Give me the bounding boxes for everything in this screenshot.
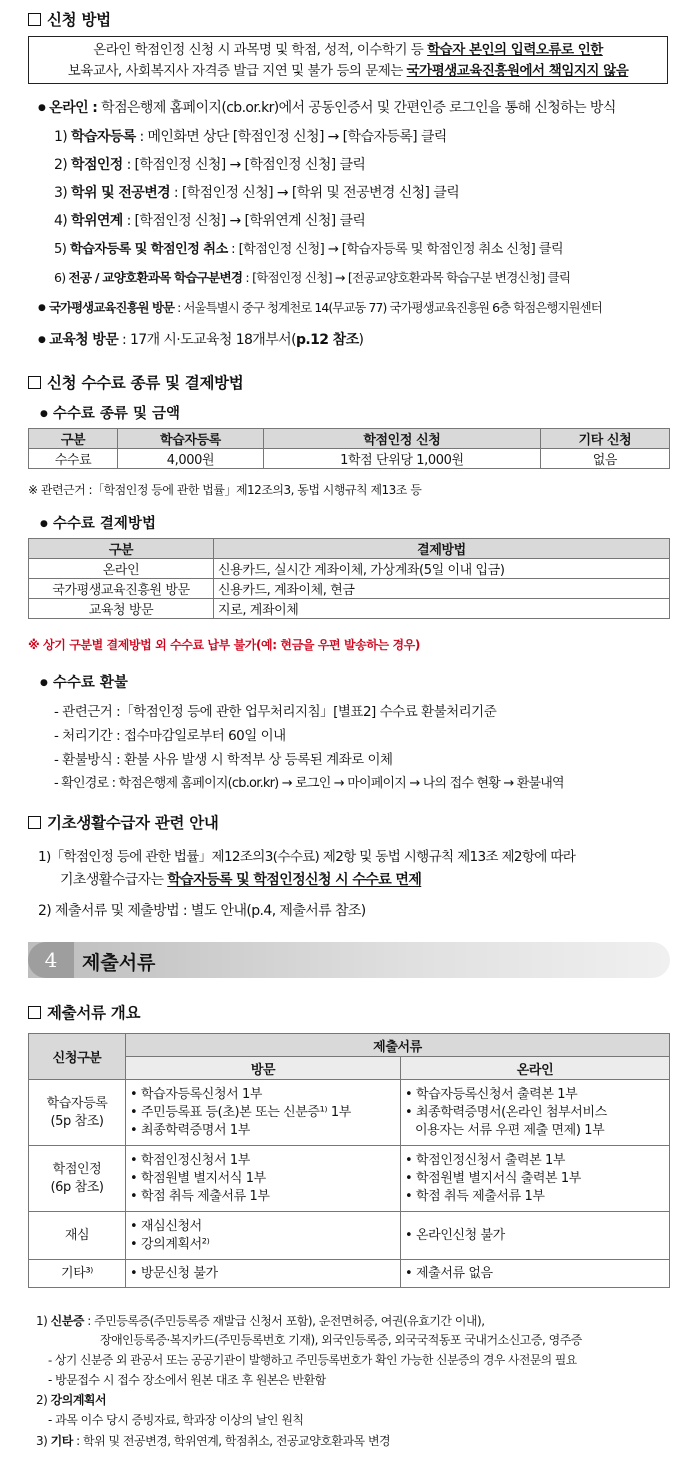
step-6: 6) 전공 / 교양호환과목 학습구분변경 : [학점인정 신청] → [전공교양호환과목 학습구분 변경신청] 클릭 [54,270,571,285]
col-header: 제출서류 [126,1034,670,1057]
step-3: 3) 학위 및 전공변경 : [학점인정 신청] → [학위 및 전공변경 신청] 클릭 [54,185,460,201]
basic-item-1-line2: 기초생활수급자는 학습자등록 및 학점인정신청 시 수수료 면제 [60,872,422,888]
fee-types-title: ● 수수료 종류 및 금액 [40,402,180,423]
col-header: 기타 신청 [540,429,669,449]
online-method: ● 온라인 : 학점은행제 홈페이지(cb.or.kr)에서 공동인증서 및 간편인증 로그인을 통해 신청하는 방식 [38,97,616,117]
refund-item: - 관련근거 :「학점인정 등에 관한 업무처리지침」[별표2] 수수료 환불처리기준 [54,704,497,720]
table-row: 온라인 신용카드, 실시간 계좌이체, 가상계좌(5일 이내 입금) [29,559,670,579]
table-row: 교육청 방문 지로, 계좌이체 [29,599,670,619]
col-header: 온라인 [401,1057,670,1080]
note-2-sub: - 과목 이수 당시 증빙자료, 학과장 이상의 날인 원칙 [48,1413,304,1427]
step-4: 4) 학위연계 : [학점인정 신청] → [학위연계 신청] 클릭 [54,213,366,229]
fee-heading: 신청 수수료 종류 및 결제방법 [28,371,243,393]
checkbox-square-icon [28,816,41,829]
basic-item-1-line1: 1)「학점인정 등에 관한 법률」제12조의3(수수료) 제2항 및 동법 시행규칙 제13조 제2항에 따라 [38,849,576,865]
docs-table [28,1033,670,1288]
table-row: 기타³⁾ • 방문신청 불가 • 제출서류 없음 [29,1260,670,1288]
col-header: 학습자등록 [118,429,264,449]
col-header: 학점인정 신청 [263,429,540,449]
step-2: 2) 학점인정 : [학점인정 신청] → [학점인정 신청] 클릭 [54,157,366,173]
fee-pay-table [28,538,670,619]
note-1: 1) 신분증 : 주민등록증(주민등록증 재발급 신청서 포함), 운전면허증, 여권(유효기간 이내), [36,1314,485,1328]
col-header: 구분 [29,429,118,449]
note-1-sub2: - 방문접수 시 접수 장소에서 원본 대조 후 원본은 반환함 [48,1373,326,1387]
refund-title: ● 수수료 환불 [40,671,128,692]
section-number: 4 [28,942,74,978]
note-3: 3) 기타 : 학위 및 전공변경, 학위연계, 학점취소, 전공교양호환과목 변경 [36,1434,391,1448]
table-row: 수수료 4,000원 1학점 단위당 1,000원 없음 [29,449,670,469]
table-row: 재심 • 재심신청서 • 강의계획서²⁾ • 온라인신청 불가 [29,1212,670,1260]
notice-box: 온라인 학점인정 신청 시 과목명 및 학점, 성적, 이수학기 등 학습자 본인의 입력오류로 인한 보육교사, 사회복지사 자격증 발급 지연 및 불가 등의 문제는 국가평생교육진흥원에서 책임지지 않음 [28,36,668,84]
step-1: 1) 학습자등록 : 메인화면 상단 [학점인정 신청] → [학습자등록] 클릭 [54,129,447,145]
visit-method: ● 국가평생교육진흥원 방문 : 서울특별시 중구 청계천로 14(무교동 77) 국가평생교육진흥원 6층 학점은행지원센터 [38,298,602,316]
col-header: 결제방법 [214,539,670,559]
fee-types-note: ※ 관련근거 :「학점인정 등에 관한 법률」제12조의3, 동법 시행규칙 제13조 등 [28,483,422,497]
note-2: 2) 강의계획서 [36,1393,107,1407]
apply-heading: 신청 방법 [28,8,111,30]
checkbox-square-icon [28,13,41,26]
checkbox-square-icon [28,1006,41,1019]
col-header: 구분 [29,539,214,559]
note-1-sub1: - 상기 신분증 외 관공서 또는 공공기관이 발행하고 주민등록번호가 확인 가능한 신분증의 경우 사전문의 필요 [48,1353,577,1367]
note-1-cont: 장애인등록증·복지카드(주민등록번호 기재), 외국인등록증, 외국국적동포 국내거소신고증, 영주증 [100,1333,582,1347]
fee-pay-title: ● 수수료 결제방법 [40,512,156,533]
table-row: 학점인정 (6p 참조) • 학점인정신청서 1부 • 학점원별 별지서식 1부 • 학점 취득 제출서류 1부 • 학점인정신청서 출력본 1부 • 학점원별 별지서식 출력본 1부 • 학점 취득 제출서류 1부 [29,1146,670,1212]
office-method: ● 교육청 방문 : 17개 시·도교육청 18개부서(p.12 참조) [38,329,363,349]
checkbox-square-icon [28,376,41,389]
docs-heading: 제출서류 개요 [28,1001,140,1023]
col-header: 방문 [126,1057,401,1080]
table-row: 학습자등록 (5p 참조) • 학습자등록신청서 1부 • 주민등록표 등(초)본 또는 신분증¹⁾ 1부 • 최종학력증명서 1부 • 학습자등록신청서 출력본 1부 • 최종학력증명서(온라인 첨부서비스 이용자는 서류 우편 제출 면제) 1부 [29,1080,670,1146]
fee-pay-warning: ※ 상기 구분별 결제방법 외 수수료 납부 불가(예: 현금을 우편 발송하는 경우) [28,638,420,652]
refund-item: - 확인경로 : 학점은행제 홈페이지(cb.or.kr) → 로그인 → 마이페이지 → 나의 접수 현황 → 환불내역 [54,776,564,791]
basic-heading: 기초생활수급자 관련 안내 [28,811,219,833]
fee-types-table [28,428,670,469]
refund-item: - 환불방식 : 환불 사유 발생 시 학적부 상 등록된 계좌로 이체 [54,752,393,768]
col-header: 신청구분 [29,1034,126,1080]
step-5: 5) 학습자등록 및 학점인정 취소 : [학점인정 신청] → [학습자등록 및 학점인정 취소 신청] 클릭 [54,242,564,257]
table-row: 국가평생교육진흥원 방문 신용카드, 계좌이체, 현금 [29,579,670,599]
section-title: 제출서류 [82,952,156,974]
basic-item-2: 2) 제출서류 및 제출방법 : 별도 안내(p.4, 제출서류 참조) [38,903,366,919]
refund-item: - 처리기간 : 접수마감일로부터 60일 이내 [54,728,286,744]
